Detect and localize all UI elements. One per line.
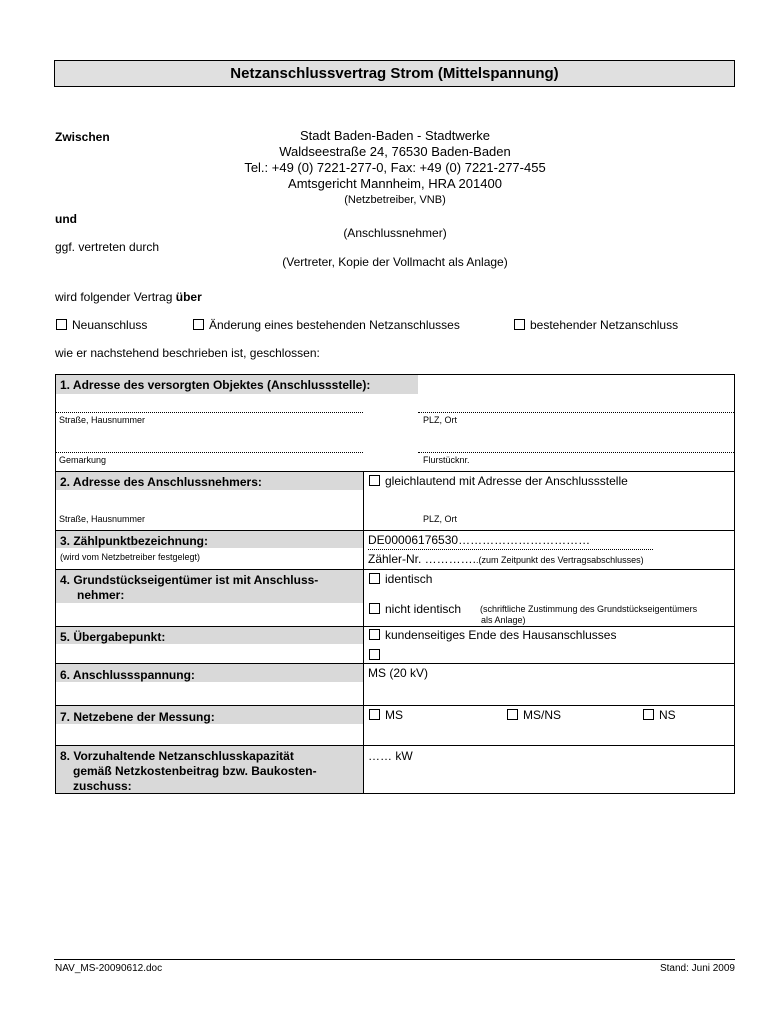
option-label: bestehender Netzanschluss [530,318,679,332]
zaehler-prefix: Zähler-Nr. …………. [368,552,477,566]
operator-name: Stadt Baden-Baden - Stadtwerke [299,128,491,143]
between-label: Zwischen [55,130,110,144]
checkbox[interactable] [193,319,204,330]
checkbox[interactable] [369,475,380,486]
footer-filename: NAV_MS-20090612.doc [55,963,163,974]
voltage-value: MS (20 kV) [368,666,429,680]
contract-intro-bold: über [175,290,202,304]
section-1-flur-line [418,452,734,453]
section-8-title-line2: gemäß Netzkostenbeitrag bzw. Baukosten- [73,764,317,778]
option-ms-ns[interactable] [507,708,561,722]
checkbox[interactable] [369,573,380,584]
section-4-title-line1: 4. Grundstückseigentümer ist mit Anschluss- [60,573,319,587]
represented-label: ggf. vertreten durch [55,240,160,254]
section-1-gemarkung-line [56,452,363,453]
operator-phone: Tel.: +49 (0) 7221-277-0, Fax: +49 (0) 7221-277-455 [244,160,546,175]
option-label: MS [385,708,403,722]
section-8-title-line1: 8. Vorzuhaltende Netzanschlusskapazität [60,749,294,763]
column-divider [363,471,364,793]
section-1-street-line [56,412,363,413]
contract-intro-text: wird folgender Vertrag [55,290,173,304]
checkbox[interactable] [369,603,380,614]
section-1-street-label: Straße, Hausnummer [59,415,146,425]
checkbox[interactable] [643,709,654,720]
section-1-plz-line [418,412,734,413]
option-label: NS [659,708,676,722]
zaehler-row [368,552,644,566]
contract-outro: wie er nachstehend beschrieben ist, geschlossen: [55,346,320,360]
footer-date: Stand: Juni 2009 [659,963,735,974]
capacity-value: …… kW [368,749,413,763]
section-1-title: 1. Adresse des versorgten Objektes (Anschlussstelle): [60,378,371,392]
section-7-title: 7. Netzebene der Messung: [60,710,215,724]
section-4-title-line2: nehmer: [77,588,125,602]
operator-role: (Netzbetreiber, VNB) [344,194,446,206]
not-identical-note [480,604,740,626]
section-5-title: 5. Übergabepunkt: [60,630,166,644]
zaehlpunkt-line [368,549,653,550]
details-table [55,374,735,794]
section-2-plz-label: PLZ, Ort [423,514,458,524]
checkbox[interactable] [369,649,380,660]
section-2-street-label: Straße, Hausnummer [59,514,146,524]
option-label: Änderung eines bestehenden Netzanschlusses [209,318,460,332]
option-same-address[interactable] [369,474,628,488]
option-label: gleichlautend mit Adresse der Anschlussstelle [385,474,628,488]
contract-intro [55,290,202,304]
section-1-flur-label: Flurstücknr. [423,455,470,465]
not-identical-note-line2: als Anlage) [481,615,526,625]
customer-role: (Anschlussnehmer) [343,226,447,240]
zaehlpunkt-value: DE00006176530…………………………… [368,533,591,547]
option-aenderung[interactable] [193,318,460,332]
option-other[interactable] [369,648,385,662]
option-ms[interactable] [369,708,403,722]
section-2-title: 2. Adresse des Anschlussnehmers: [60,475,262,489]
checkbox[interactable] [507,709,518,720]
option-label: identisch [385,572,433,586]
option-label: nicht identisch [385,602,462,616]
checkbox[interactable] [369,709,380,720]
section-8-title [60,749,360,794]
section-3-subtitle: (wird vom Netzbetreiber festgelegt) [60,552,201,562]
option-kundenseitig[interactable] [369,628,616,642]
footer-divider [54,959,735,960]
checkbox[interactable] [514,319,525,330]
and-label: und [55,212,77,226]
option-ns[interactable] [643,708,676,722]
operator-register: Amtsgericht Mannheim, HRA 201400 [288,176,502,191]
section-1-plz-label: PLZ, Ort [423,415,458,425]
section-6-title: 6. Anschlussspannung: [60,668,195,682]
zaehler-note: .(zum Zeitpunkt des Vertragsabschlusses) [476,555,644,565]
section-4-title [60,573,360,603]
operator-block [170,128,620,208]
option-nicht-identisch[interactable] [369,602,461,616]
page-title: Netzanschlussvertrag Strom (Mittelspannung) [54,60,735,87]
option-bestehend[interactable] [514,318,678,332]
option-label: MS/NS [523,708,562,722]
representative-note: (Vertreter, Kopie der Vollmacht als Anlage) [282,255,508,269]
option-neuanschluss[interactable] [56,318,147,332]
checkbox[interactable] [56,319,67,330]
option-identisch[interactable] [369,572,432,586]
operator-address: Waldseestraße 24, 76530 Baden-Baden [279,144,511,159]
section-1-gemarkung-label: Gemarkung [59,455,107,465]
section-8-title-line3: zuschuss: [73,779,132,793]
checkbox[interactable] [369,629,380,640]
option-label: Neuanschluss [72,318,148,332]
option-label: kundenseitiges Ende des Hausanschlusses [385,628,617,642]
section-3-title: 3. Zählpunktbezeichnung: [60,534,209,548]
not-identical-note-line1: (schriftliche Zustimmung des Grundstückseigentümers [480,604,698,614]
